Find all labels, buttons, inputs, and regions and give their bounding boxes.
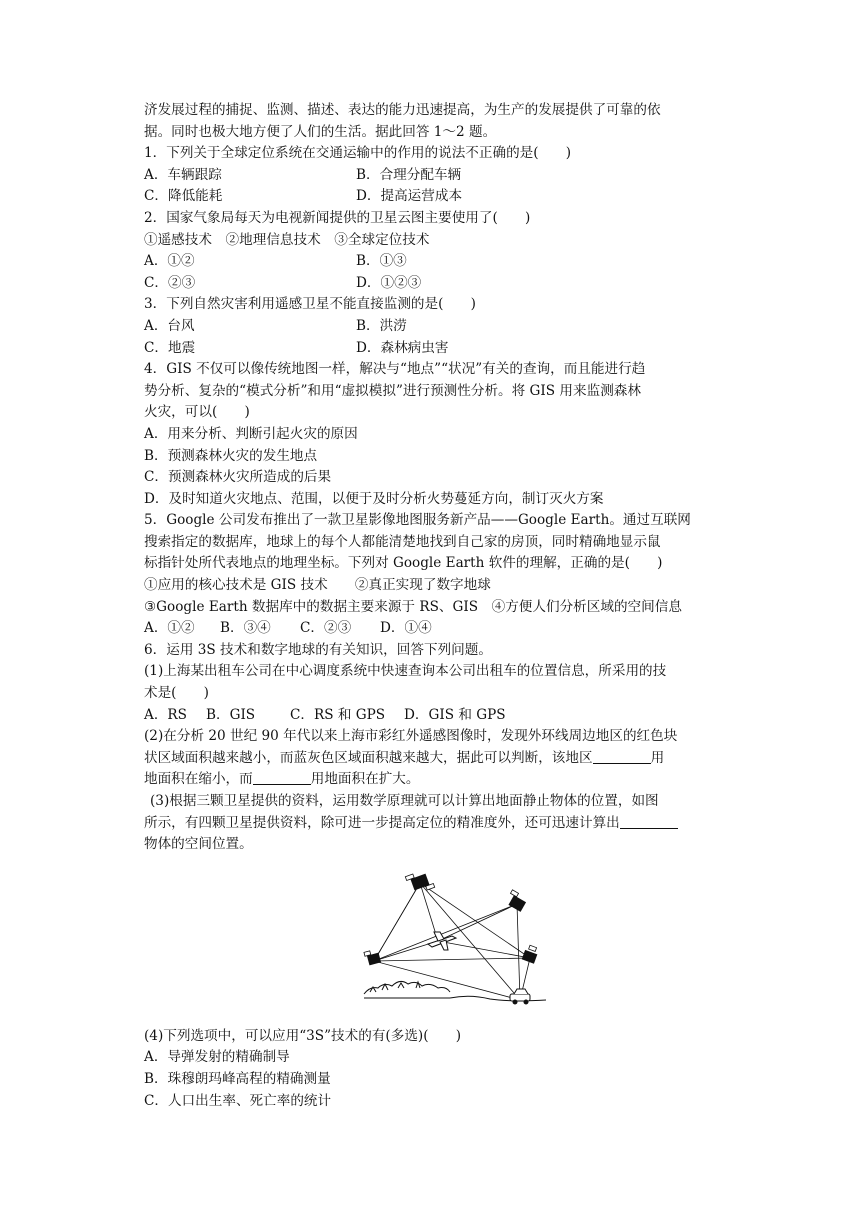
question-6: 6．运用 3S 技术和数字地球的有关知识，回答下列问题。 [144,641,492,658]
q5-option-a: A．①② [144,620,195,637]
q4-option-b: B．预测森林火灾的发生地点 [144,447,318,464]
question-5-line-2: 搜索指定的数据库，地球上的每个人都能清楚地找到自己家的房顶，同时精确地显示鼠 [144,533,661,550]
q3-options-row-1 [144,316,744,338]
q5-option-b: B．③④ [220,620,271,637]
q6-part2-text-2: 地面积在缩小，而 [144,771,253,788]
q1-option-d: D．提高运营成本 [356,188,463,205]
question-5-line-1: 5．Google 公司发布推出了一款卫星影像地图服务新产品——Google Earth。通过互联网 [144,512,691,529]
q6-part4: (4)下列选项中，可以应用“3S”技术的有(多选)( ) [144,1027,462,1044]
answer-blank-3[interactable] [620,813,678,829]
q5-option-d: D．①④ [380,620,432,637]
q1-options-row-2 [144,186,744,208]
answer-blank-1[interactable] [593,748,651,764]
q2-options-row-2 [144,273,744,295]
question-4-line-2: 势分析、复杂的“模式分析”和用“虚拟模拟”进行预测性分析。将 GIS 用来监测森林 [144,382,641,399]
q2-option-a: A．①② [144,253,195,270]
intro-line-2: 据。同时也极大地方便了人们的生活。据此回答 1～2 题。 [144,123,497,140]
q2-option-d: D．①②③ [356,274,422,291]
q1-option-c: C．降低能耗 [144,188,223,205]
q3-options-row-2 [144,338,744,360]
q5-option-c: C．②③ [300,620,352,637]
q2-option-b: B．①③ [356,253,407,270]
q6-part2-text-end: 用 [650,749,665,766]
q1-option-a: A．车辆跟踪 [144,166,222,183]
q6-part1-option-a: A．RS [144,706,187,723]
question-5-line-5: ③Google Earth 数据库中的数据主要来源于 RS、GIS ④方便人们分析区域的空间信息 [144,598,682,615]
q6-part4-option-c: C．人口出生率、死亡率的统计 [144,1092,332,1109]
q1-options-row-1 [144,165,744,187]
q6-part4-option-b: B．珠穆朗玛峰高程的精确测量 [144,1070,331,1087]
satellite-positioning-figure [360,868,550,1008]
question-4-line-3: 火灾，可以( ) [144,404,250,421]
q6-part2-line-2 [144,748,744,770]
q6-part1-option-b: B．GIS [206,706,256,723]
answer-blank-2[interactable] [253,769,311,785]
q2-option-c: C．②③ [144,274,196,291]
q6-part1-line-1: (1)上海某出租车公司在中心调度系统中快速查询本公司出租车的位置信息，所采用的技 [144,663,667,680]
satellite-icon-lower-right [522,945,538,963]
q1-option-b: B．合理分配车辆 [356,166,462,183]
q6-part4-option-a: A．导弹发射的精确制导 [144,1049,290,1066]
q2-options-row-1 [144,251,744,273]
q2-items: ①遥感技术 ②地理信息技术 ③全球定位技术 [144,231,430,248]
q6-part2-text: 状区域面积越来越小，而蓝灰色区域面积越来越大，据此可以判断，该地区 [144,749,593,766]
question-2: 2．国家气象局每天为电视新闻提供的卫星云图主要使用了( ) [144,209,531,226]
satellite-icon-left [364,951,381,966]
q6-part1-options [144,705,744,727]
q6-part3-line-3: 物体的空间位置。 [144,836,253,853]
q6-part1-line-2: 术是( ) [144,685,209,702]
q4-option-c: C．预测森林火灾所造成的后果 [144,469,332,486]
q6-part2-line-3 [144,769,744,791]
q3-option-a: A．台风 [144,317,195,334]
satellite-icon-right [508,890,526,912]
question-4-line-1: 4．GIS 不仅可以像传统地图一样，解决与“地点”“状况”有关的查询，而且能进行趋 [144,361,646,378]
q3-option-b: B．洪涝 [356,317,407,334]
satellite-icon-top [405,874,434,891]
q4-option-d: D．及时知道火灾地点、范围，以便于及时分析火势蔓延方向，制订灭火方案 [144,490,604,507]
q6-part2-line-1: (2)在分析 20 世纪 90 年代以来上海市彩红外遥感图像时，发现外环线周边地区的红色块 [144,728,678,745]
question-5-line-3: 标指针处所代表地点的地理坐标。下列对 Google Earth 软件的理解，正确的是( ) [144,555,663,572]
question-1: 1．下列关于全球定位系统在交通运输中的作用的说法不正确的是( ) [144,145,572,162]
q5-options [144,618,744,640]
q4-option-a: A．用来分析、判断引起火灾的原因 [144,425,358,442]
q6-part3-line-2 [144,813,744,835]
q6-part3-line-1: (3)根据三颗卫星提供的资料，运用数学原理就可以计算出地面静止物体的位置，如图 [150,793,659,809]
q3-option-c: C．地震 [144,339,196,356]
q6-part1-option-d: D．GIS 和 GPS [404,706,506,723]
question-5-line-4: ①应用的核心技术是 GIS 技术 ②真正实现了数字地球 [144,577,491,594]
q6-part2-text-3: 用地面积在扩大。 [310,771,420,788]
q3-option-d: D．森林病虫害 [356,339,449,356]
q6-part1-option-c: C．RS 和 GPS [290,706,386,723]
intro-line-1: 济发展过程的捕捉、监测、描述、表达的能力迅速提高，为生产的发展提供了可靠的依 [144,102,661,118]
question-3: 3．下列自然灾害利用遥感卫星不能直接监测的是( ) [144,296,476,313]
q6-part3-text: 所示，有四颗卫星提供资料，除可进一步提高定位的精准度外，还可迅速计算出 [144,814,620,831]
